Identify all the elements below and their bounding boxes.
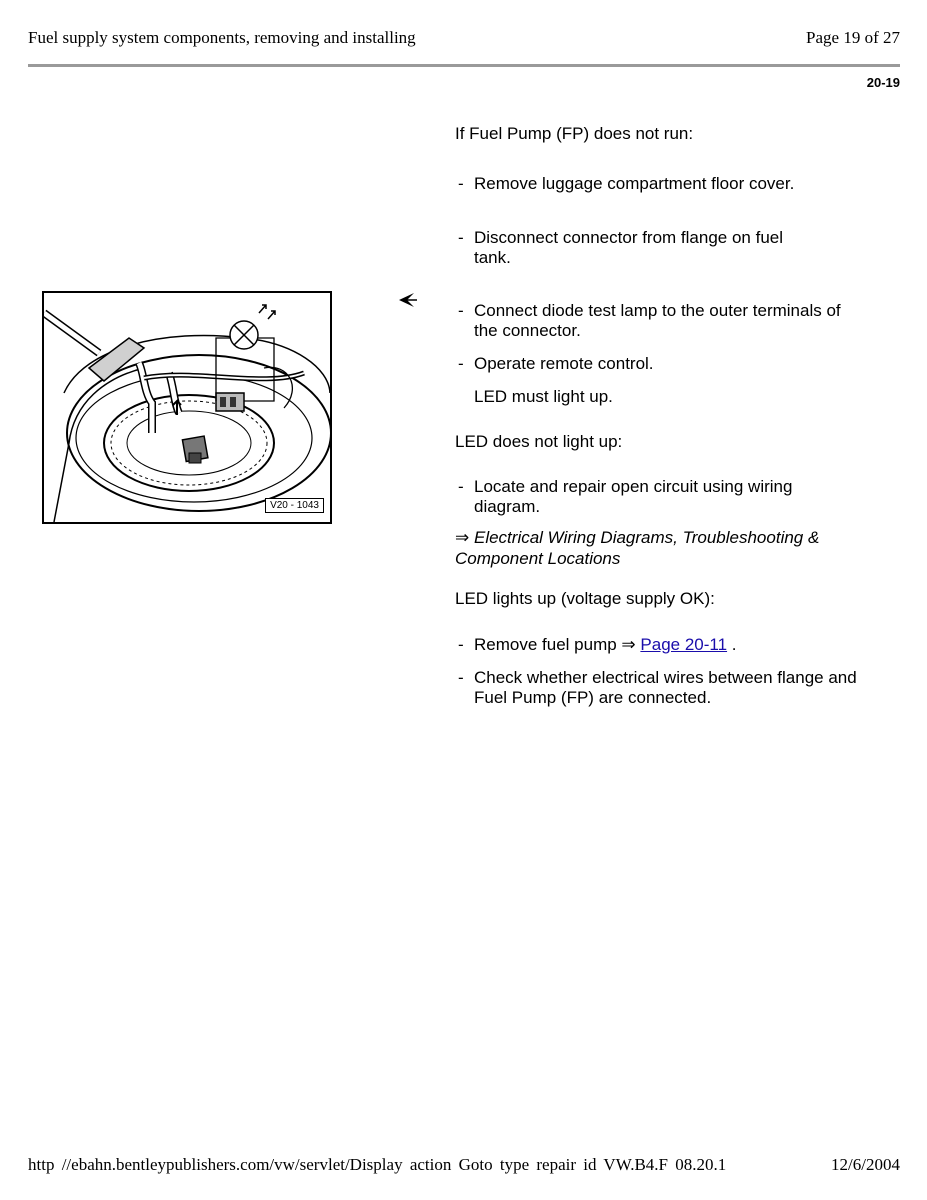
- list-dash: -: [458, 477, 464, 496]
- list-dash: -: [458, 228, 464, 247]
- reference-arrow-icon: ⇒: [455, 528, 470, 547]
- list-item-label: Remove fuel pump: [474, 635, 617, 654]
- footer-date: 12/6/2004: [831, 1155, 900, 1174]
- list-item-text: Check whether electrical wires between flange and: [474, 668, 857, 687]
- list-item: [458, 228, 898, 268]
- list-item-end: .: [731, 635, 737, 654]
- list-item: [458, 635, 898, 655]
- list-item-text: diagram.: [474, 497, 541, 516]
- header-divider: [28, 64, 900, 67]
- section-number: 20-19: [866, 75, 900, 90]
- list-item: [458, 301, 898, 341]
- header-title: Fuel supply system components, removing and installing: [28, 28, 416, 47]
- condition-heading: LED lights up (voltage supply OK):: [455, 589, 715, 608]
- list-item-text: tank.: [474, 248, 511, 267]
- page-link[interactable]: Page 20-11: [640, 635, 728, 654]
- result-text: LED must light up.: [474, 387, 613, 406]
- footer-url: http //ebahn.bentleypublishers.com/vw/servlet/Display action Goto type repair id VW.B4.F 08.20.1: [28, 1155, 727, 1174]
- list-item: [458, 354, 898, 374]
- intro-text: If Fuel Pump (FP) does not run:: [455, 124, 694, 143]
- list-item-text: Operate remote control.: [474, 354, 654, 373]
- list-dash: -: [458, 301, 464, 320]
- reference-line: Component Locations: [455, 549, 621, 568]
- list-item-text: the connector.: [474, 321, 581, 340]
- page-count: Page 19 of 27: [806, 28, 900, 47]
- reference-line: Electrical Wiring Diagrams, Troubleshooting &: [473, 528, 820, 547]
- link-arrow-icon: ⇒: [621, 635, 636, 654]
- list-item-text: Connect diode test lamp to the outer terminals of: [474, 301, 841, 320]
- list-item-text: Remove luggage compartment floor cover.: [474, 174, 795, 193]
- list-dash: -: [458, 635, 464, 654]
- fuel-pump-illustration: [42, 291, 332, 524]
- figure-label: V20 - 1043: [265, 498, 324, 513]
- list-item: [458, 668, 898, 708]
- list-dash: -: [458, 668, 464, 687]
- list-item-text: Fuel Pump (FP) are connected.: [474, 688, 712, 707]
- list-item-text: Locate and repair open circuit using wiring: [474, 477, 793, 496]
- list-item: [458, 477, 898, 517]
- list-item: [458, 174, 898, 194]
- list-dash: -: [458, 354, 464, 373]
- condition-heading: LED does not light up:: [455, 432, 623, 451]
- reference-text: [455, 527, 895, 569]
- list-item-text: Disconnect connector from flange on fuel: [474, 228, 784, 247]
- pointer-arrow-icon: [398, 292, 418, 308]
- list-dash: -: [458, 174, 464, 193]
- list-item-text: [458, 635, 898, 655]
